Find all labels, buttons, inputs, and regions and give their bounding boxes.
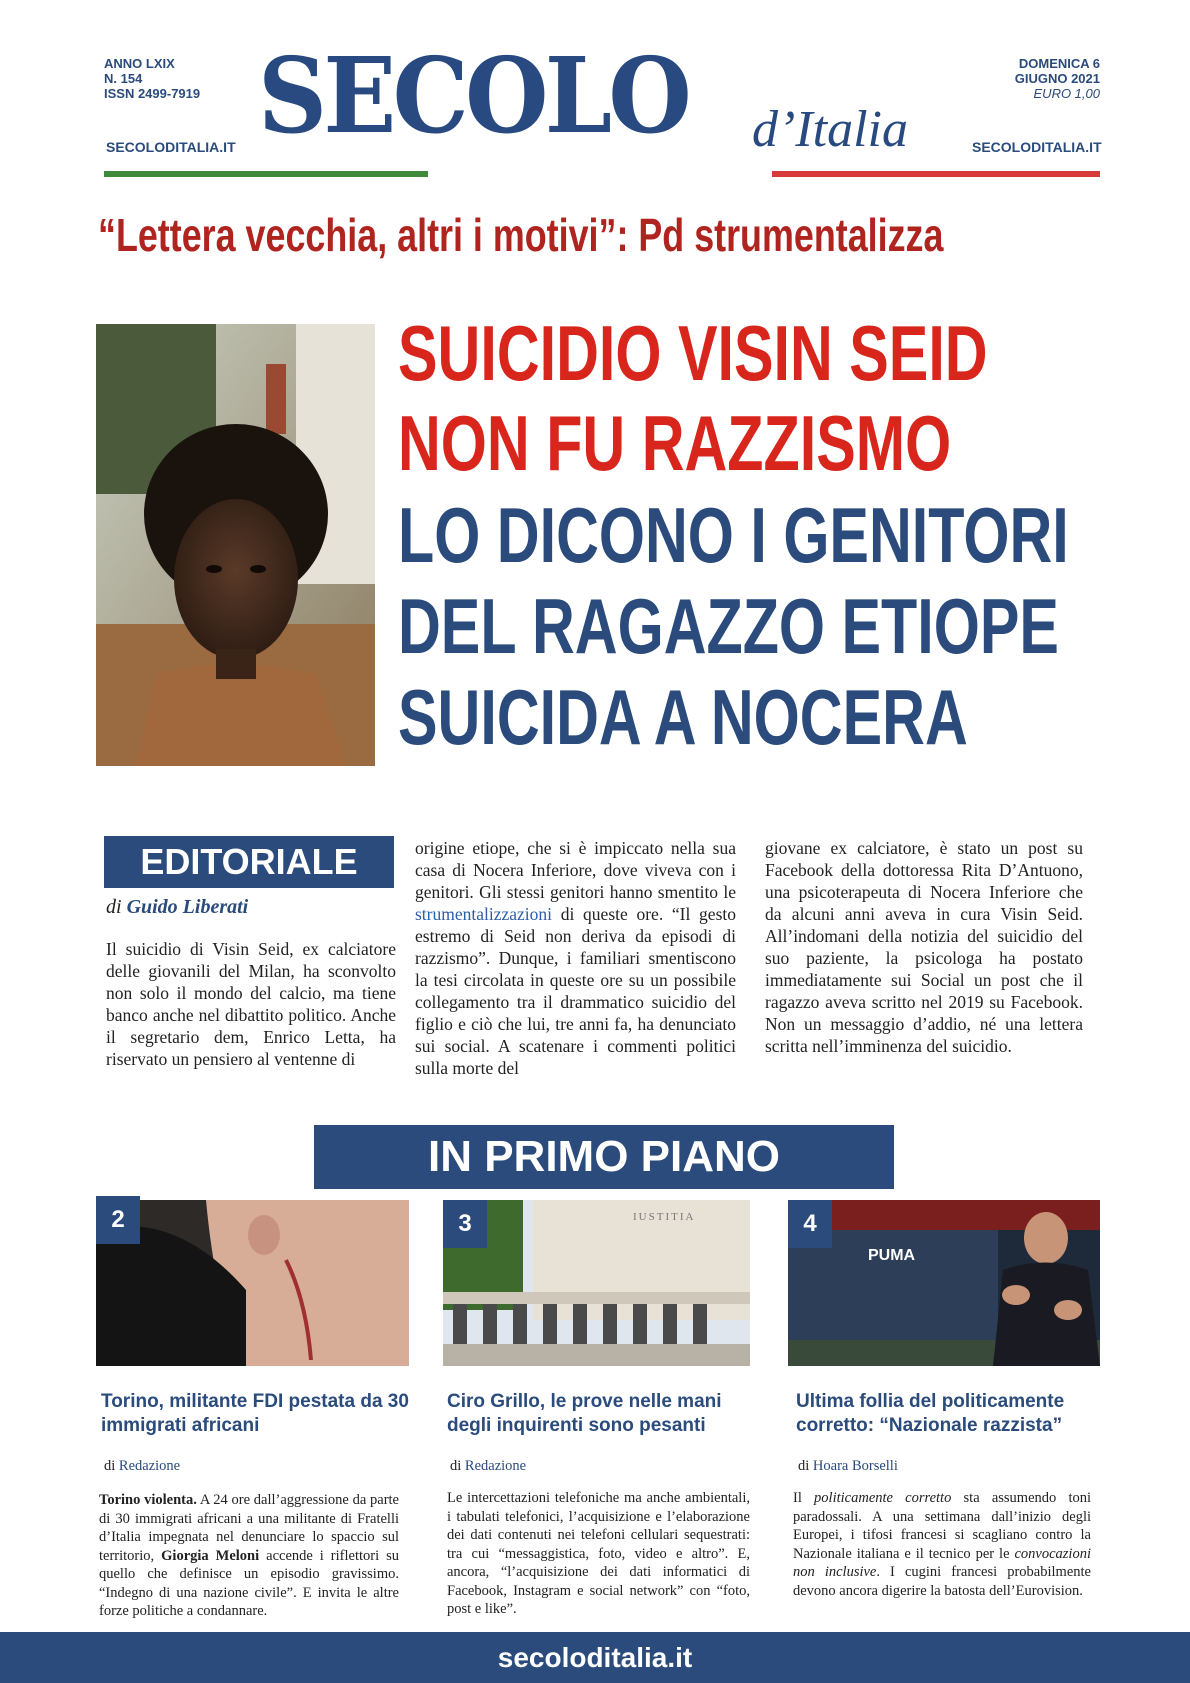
headline-line-5: SUICIDA A NOCERA [398,673,968,761]
issue-date [960,56,1100,101]
courthouse-sign: IUSTITIA [633,1211,696,1223]
football-coach-image [788,1200,1100,1366]
headline-line-3: LO DICONO I GENITORI [398,491,1069,579]
editorial-label: EDITORIALE [104,836,394,888]
site-link-right[interactable]: SECOLODITALIA.IT [972,139,1102,155]
footer-site-link[interactable]: secoloditalia.it [497,1642,693,1673]
footer-bar [0,1632,1190,1683]
neck-injury-image [96,1200,409,1366]
editorial-author: Guido Liberati [126,896,249,918]
strumentalizzazioni-link[interactable]: strumentalizzazioni [415,904,553,924]
editorial-column-3: giovane ex calciatore, è stato un post su Facebook della dottoressa Rita D’Antuono, una psicoterapeuta di Nocera Inferiore che da alcuni anni aveva in cura Visin Seid. All’indomani della notizia del suicidio del suo paziente, la psicologa ha postato immediatamente sui Social un post che il ragazzo aveva scritto nel 2019 su Facebook. Non un messaggio d’addio, né una lettera scritta nell’imminenza del suicidio. [765,838,1083,1056]
headline-line-2: NON FU RAZZISMO [398,399,952,487]
card-1-page-number: 2 [96,1196,140,1244]
masthead-title: SECOLO [258,34,689,157]
card-2-title[interactable]: Ciro Grillo, le prove nelle mani degli inquirenti sono pesanti [447,1391,722,1436]
card-3-photo[interactable] [788,1200,1100,1366]
card-2-text: Le intercettazioni telefoniche ma anche ambientali, i tabulati telefonici, l’acquisizione e l’elaborazione dei dati contenuti nei telefoni cellulari sequestrati: tra cui “messaggistica, foto, video e altro”. E, ancora, “l’acquisizione dei dati informatici di Facebook, Instagram e social network” con “foto, post e like”. [447,1490,750,1617]
editorial-column-1: Il suicidio di Visin Seid, ex calciatore delle giovanili del Milan, ha sconvolto non solo il mondo del calcio, ma tiene banco anche nel dibattito politico. Anche il segretario dem, Enrico Letta, ha riservato un pensiero al ventenne di [106,939,396,1069]
card-3-text-b: sta assumendo toni paradossali. A una settimana dall’inizio degli Europei, i tifosi francesi si scagliano contro la Nazionale italiana e il tecnico per le [793,1490,1091,1562]
card-3-text-a: Il [793,1490,815,1506]
card-2-page-number: 3 [443,1200,487,1248]
card-2-photo[interactable] [443,1200,750,1366]
card-1-text-b: accende i riflettori su quello che definisce un episodio gravissimo. “Indegno di una nazione civile”. E invita le altre forze politiche a condannare. [99,1547,399,1619]
card-3-byline-prefix: di [798,1458,810,1474]
flag-red-bar [772,171,1100,177]
courthouse-image [443,1200,750,1366]
card-1-text-bold-2: Giorgia Meloni [161,1547,260,1564]
card-3-text-italic-2: convocazioni non inclusive [793,1545,1091,1580]
card-1-text-bold-1: Torino violenta. [99,1492,197,1508]
stadium-sign: PUMA [868,1247,916,1264]
card-3-author: Hoara Borselli [812,1458,898,1474]
byline-prefix: di [106,896,122,918]
card-1-text-a: A 24 ore dall’aggressione da parte di 30 immigrati africani a una militante di Fratelli d’Italia impegnata nel denunciare lo spaccio sul territorio, [99,1492,399,1564]
editorial-column-2-text-b: di queste ore. “Il gesto estremo di Seid non deriva da episodi di razzismo”. Dunque, i familiari smentiscono la tesi circolata in queste ore su un possibile collegamento tra il drammatico suicidio del figlio e ciò che lui, tre anni fa, ha denunciato sui social. A scatenare i commenti politici sulla morte del [415,904,736,1078]
headline-line-4: DEL RAGAZZO ETIOPE [398,582,1059,670]
card-1-byline [104,1458,180,1475]
card-1-text [99,1491,399,1621]
flag-green-bar [104,171,428,177]
editorial-column-2-text-a: origine etiope, che si è impiccato nella sua casa di Nocera Inferiore, dove viveva con i genitori. Gli stessi genitori hanno smentito le [415,838,736,902]
card-1-title[interactable]: Torino, militante FDI pestata da 30 immigrati africani [101,1391,409,1436]
card-3-byline [798,1458,898,1475]
masthead-subtitle: d’Italia [752,101,908,158]
card-2-author: Redazione [464,1458,527,1474]
card-3-title[interactable]: Ultima follia del politicamente corretto: “Nazionale razzista” [796,1391,1065,1436]
headline-line-1: SUICIDIO VISIN SEID [398,309,988,397]
date-month-year: GIUGNO 2021 [1014,71,1100,86]
issue-info [104,56,200,101]
editorial-column-2 [415,837,736,1079]
price: EURO 1,00 [1033,86,1100,101]
date-day: DOMENICA 6 [1018,56,1100,71]
kicker: “Lettera vecchia, altri i motivi”: Pd strumentalizza [98,209,944,261]
card-3-text-italic-1: politicamente corretto [814,1490,952,1506]
card-2-byline [450,1458,526,1475]
card-3-text [793,1489,1091,1600]
issn: ISSN 2499-7919 [104,86,201,101]
card-1-author: Redazione [118,1458,181,1474]
anno: ANNO LXIX [104,56,175,71]
card-1-photo[interactable] [96,1200,409,1366]
card-3-page-number: 4 [788,1200,832,1248]
issue-number: N. 154 [104,71,143,86]
editorial-byline [106,896,248,919]
card-1-byline-prefix: di [104,1458,116,1474]
main-photo [96,324,375,766]
primo-piano-label: IN PRIMO PIANO [314,1125,894,1189]
card-2-byline-prefix: di [450,1458,462,1474]
portrait-image [96,324,375,766]
site-link-left[interactable]: SECOLODITALIA.IT [106,139,236,155]
card-3-text-c: . I cugini francesi probabilmente devono ancora digerire la batosta dell’Eurovision. [793,1564,1091,1599]
